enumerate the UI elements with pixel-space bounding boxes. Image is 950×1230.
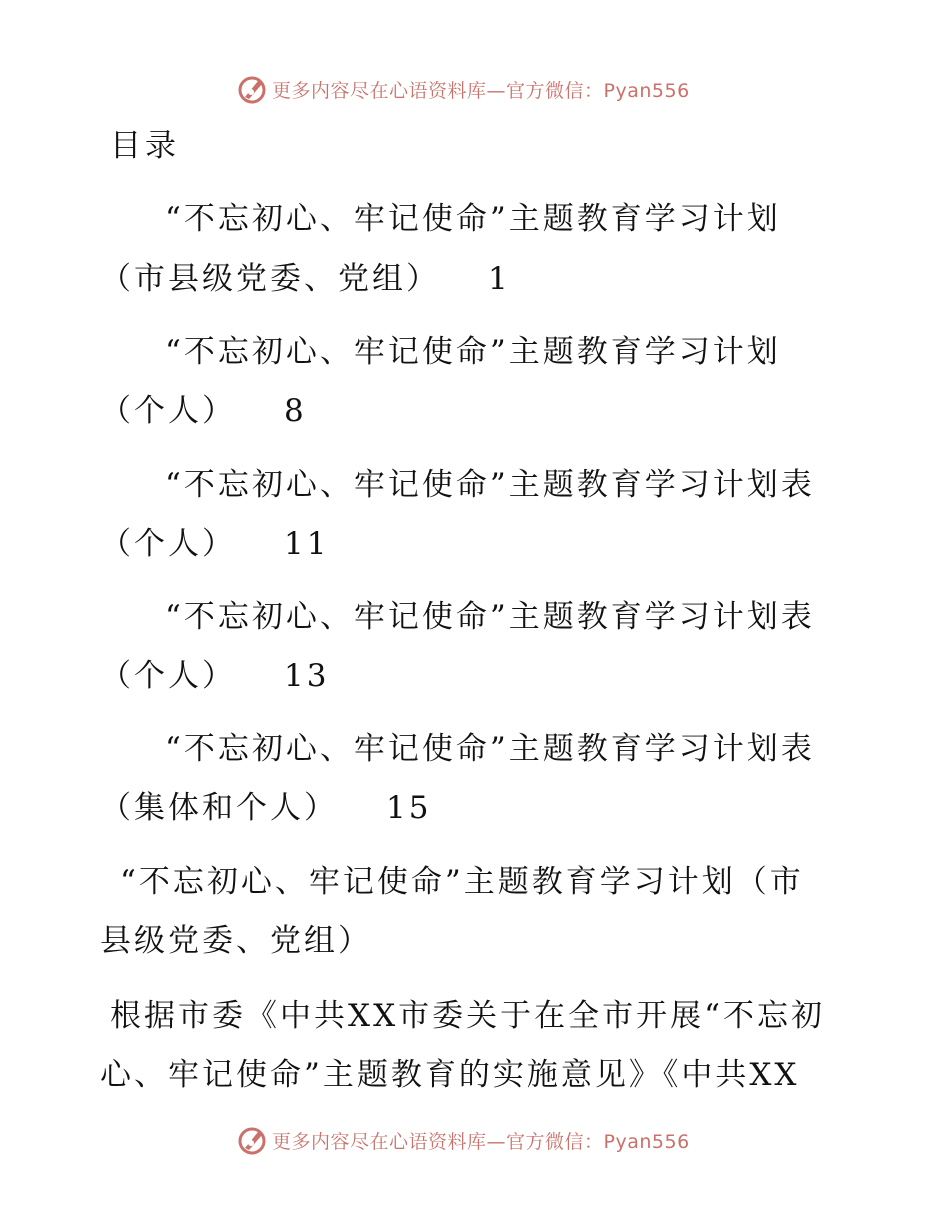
toc-entry-5-heading[interactable]: “不忘初心、牢记使命”主题教育学习计划表 [165,731,815,767]
body-paragraph-line-2: 心、牢记使命”主题教育的实施意见》《中共XX [100,1057,800,1093]
toc-entry-3-heading[interactable]: “不忘初心、牢记使命”主题教育学习计划表 [165,467,815,503]
toc-entry-4-heading[interactable]: “不忘初心、牢记使命”主题教育学习计划表 [165,599,815,635]
toc-entry-1-detail[interactable] [100,259,511,299]
body-paragraph-line-1: 根据市委《中共XX市委关于在全市开展“不忘初 [110,998,825,1034]
toc-entry-3-detail[interactable] [100,524,329,564]
toc-entry-detail: （个人） [100,393,236,429]
watermark-header [236,72,690,106]
pen-circle-logo-icon [236,1124,268,1156]
section-title-line-2: 县级党委、党组） [100,923,372,959]
watermark-footer [236,1123,690,1157]
toc-page-number: 1 [488,261,511,297]
toc-entry-detail: （市县级党委、党组） [100,261,440,297]
toc-entry-2-detail[interactable] [100,391,307,431]
toc-page-number: 13 [284,658,330,694]
toc-entry-4-detail[interactable] [100,656,329,696]
toc-entry-5-detail[interactable] [100,788,431,828]
toc-entry-1-heading[interactable]: “不忘初心、牢记使命”主题教育学习计划 [165,201,781,237]
toc-title: 目录 [110,128,180,164]
toc-page-number: 11 [284,526,330,562]
pen-circle-logo-icon [236,73,268,105]
toc-entry-detail: （个人） [100,526,236,562]
watermark-text: 更多内容尽在心语资料库—官方微信：Pyan556 [272,79,690,102]
toc-entry-detail: （个人） [100,658,236,694]
toc-entry-detail: （集体和个人） [100,790,338,826]
watermark-text: 更多内容尽在心语资料库—官方微信：Pyan556 [272,1130,690,1153]
toc-page-number: 8 [284,393,307,429]
toc-entry-2-heading[interactable]: “不忘初心、牢记使命”主题教育学习计划 [165,334,781,370]
toc-page-number: 15 [386,790,432,826]
section-title-line-1: “不忘初心、牢记使命”主题教育学习计划（市 [120,864,804,900]
